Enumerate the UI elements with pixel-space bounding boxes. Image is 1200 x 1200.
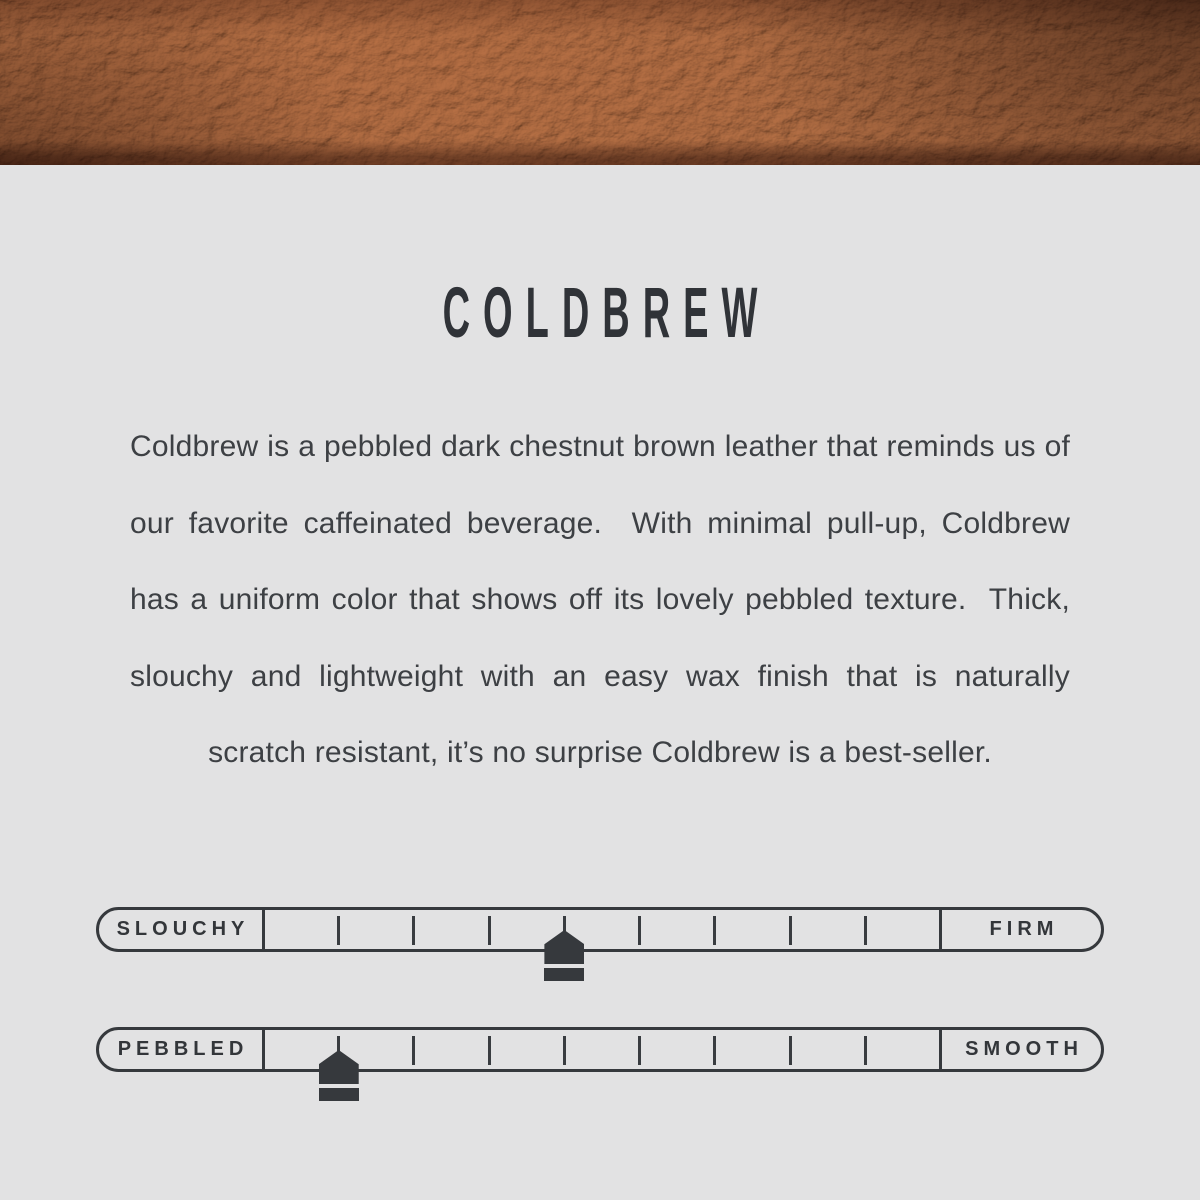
texture-scale-right-label: SMOOTH	[965, 1038, 1083, 1060]
texture-scale-tick-7	[789, 1036, 792, 1065]
firmness-scale-tick-8	[864, 916, 867, 945]
texture-scale-tick-3	[488, 1036, 491, 1065]
firmness-scale-tick-2	[412, 916, 415, 945]
texture-scale-left-label: PEBBLED	[117, 1038, 249, 1060]
texture-scale-tick-5	[638, 1036, 641, 1065]
firmness-scale-left-label: SLOUCHY	[116, 918, 250, 940]
firmness-scale-right-label: FIRM	[989, 918, 1059, 940]
leather-swatch-photo	[0, 0, 1200, 165]
texture-scale-tick-2	[412, 1036, 415, 1065]
firmness-scale	[96, 907, 1104, 952]
firmness-scale-tick-4	[563, 916, 566, 945]
texture-scale-tick-1	[337, 1036, 340, 1065]
firmness-scale-tick-5	[638, 916, 641, 945]
leather-description: Coldbrew is a pebbled dark chestnut brown leather that reminds us of our favorite caffeinated beverage. With minimal pull-up, Coldbrew has a uniform color that shows off its lovely pebbled texture. Thick, slouchy and lightweight with an easy wax finish that is naturally scratch resistant, it’s no surprise Coldbrew is a best-seller.	[130, 430, 1070, 769]
page-title: COLDBREW	[442, 274, 771, 354]
texture-marker-base-icon	[319, 1088, 359, 1101]
texture-scale	[96, 1027, 1104, 1072]
leather-photo-vignette	[0, 0, 1200, 165]
texture-scale-divider-left	[262, 1030, 265, 1069]
texture-scale-tick-6	[713, 1036, 716, 1065]
firmness-scale-tick-3	[488, 916, 491, 945]
firmness-scale-tick-6	[713, 916, 716, 945]
firmness-marker-base-icon	[544, 968, 584, 981]
firmness-scale-divider-right	[939, 910, 942, 949]
firmness-scale-divider-left	[262, 910, 265, 949]
texture-scale-divider-right	[939, 1030, 942, 1069]
texture-scale-tick-4	[563, 1036, 566, 1065]
firmness-scale-tick-1	[337, 916, 340, 945]
firmness-scale-tick-7	[789, 916, 792, 945]
texture-scale-tick-8	[864, 1036, 867, 1065]
